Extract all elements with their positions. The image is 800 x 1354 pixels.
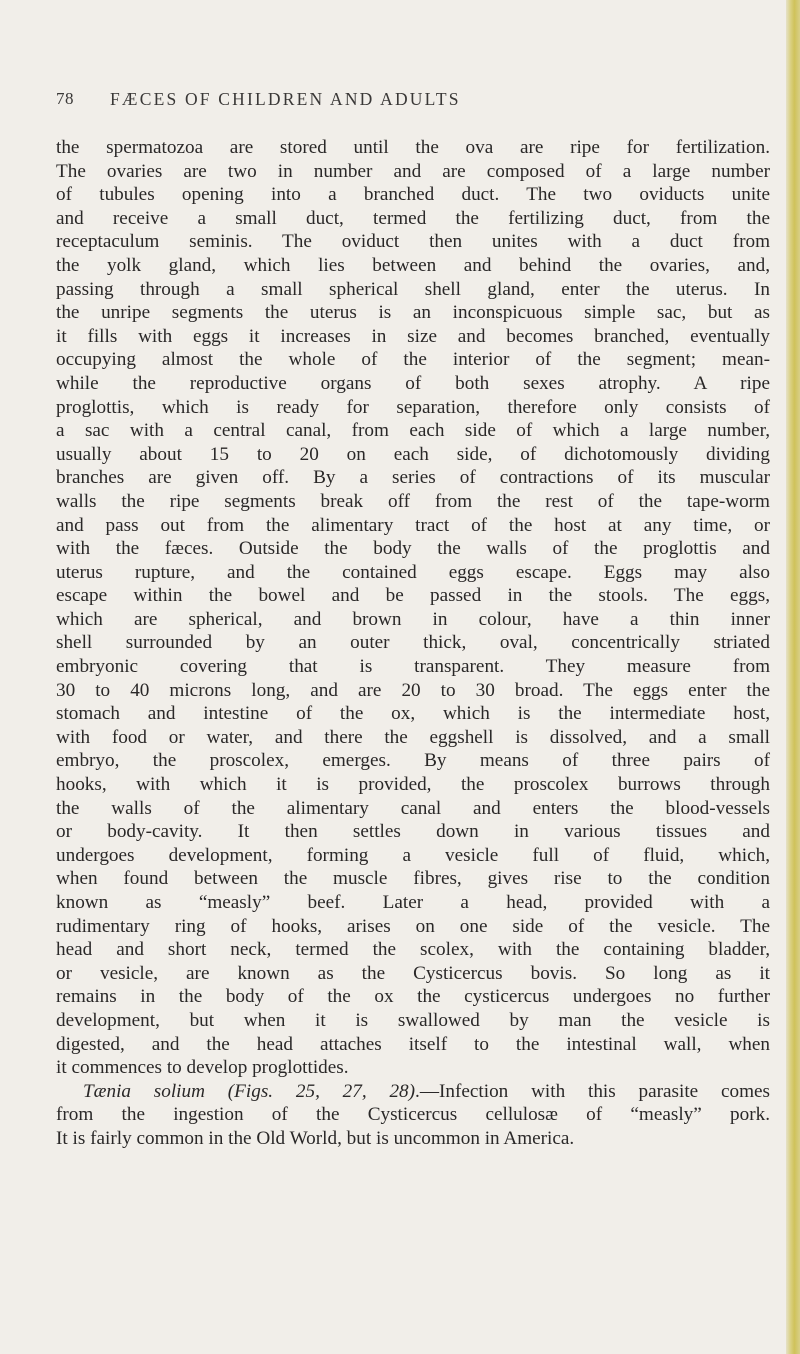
text-line: proglottis, which is ready for separation, therefore only consists of [56,396,770,418]
text-line: known as “measly” beef. Later a head, provided with a [56,892,770,913]
text-line: or vesicle, are known as the Cysticercus bovis. So long as it [56,962,770,984]
text-line: it fills with eggs it increases in size and becomes branched, eventually [56,325,770,347]
text-line: stomach and intestine of the ox, which is the intermediate host, [56,703,770,725]
text-line: and pass out from the alimentary tract of the host at any time, or [56,514,770,536]
text-line: 30 to 40 microns long, and are 20 to 30 broad. The eggs enter the [56,679,770,701]
text-line: uterus rupture, and the contained eggs escape. Eggs may also [56,561,770,583]
text-line: branches are given off. By a series of contractions of its muscular [56,467,770,489]
text-line: while the reproductive organs of both sexes atrophy. A ripe [56,372,770,394]
text-line: development, but when it is swallowed by man the vesicle is [56,1009,770,1031]
figure-reference: (Figs. 25, 27, 28) [227,1080,416,1102]
text-line: digested, and the head attaches itself to the intestinal wall, when [56,1033,770,1055]
text-line: embryonic covering that is transparent. They measure from [56,656,770,678]
text-line: hooks, with which it is provided, the proscolex burrows through [56,774,770,796]
text-line: from the ingestion of the Cysticercus cellulosæ of “measly” pork. [56,1104,770,1126]
text-line: head and short neck, termed the scolex, with the containing bladder, [56,939,770,961]
text-line: the unripe segments the uterus is an inconspicuous simple sac, but as [56,302,770,324]
text-line: occupying almost the whole of the interior of the segment; mean- [56,349,770,371]
text-line: and receive a small duct, termed the fertilizing duct, from the [56,207,770,229]
text-line: rudimentary ring of hooks, arises on one side of the vesicle. The [56,915,770,937]
text-line: shell surrounded by an outer thick, oval, concentrically striated [56,632,770,654]
paragraph-cysticercus-bovis [56,136,770,1080]
text-line: with the fæces. Outside the body the walls of the proglottis and [56,538,770,560]
text-fragment: .—Infection with this parasite comes [415,1080,770,1102]
page-header [56,89,756,115]
text-line: usually about 15 to 20 on each side, of dichotomously dividing [56,443,770,465]
text-line: embryo, the proscolex, emerges. By means of three pairs of [56,750,770,772]
page-edge-decoration [786,0,800,1354]
text-line: The ovaries are two in number and are composed of a large number [56,160,770,182]
text-line: the walls of the alimentary canal and enters the blood-vessels [56,797,770,819]
text-line: walls the ripe segments break off from the rest of the tape-worm [56,490,770,512]
text-line [56,1080,770,1104]
text-line: undergoes development, forming a vesicle full of fluid, which, [56,844,770,866]
paragraph-taenia-solium [56,1080,770,1151]
text-line: when found between the muscle fibres, gives rise to the condition [56,868,770,890]
text-line: It is fairly common in the Old World, but is uncommon in America. [56,1127,575,1149]
text-line: the spermatozoa are stored until the ova are ripe for fertilization. [56,137,770,158]
text-line: passing through a small spherical shell gland, enter the uterus. In [56,278,770,300]
text-line: it commences to develop proglottides. [56,1057,349,1079]
running-head: FÆCES OF CHILDREN AND ADULTS [110,89,461,109]
text-line: which are spherical, and brown in colour, have a thin inner [56,608,770,630]
species-name: Tænia solium [83,1080,205,1102]
body-text [56,136,770,1151]
page-number: 78 [56,89,74,108]
text-line: of tubules opening into a branched duct. The two oviducts unite [56,184,770,206]
text-line: escape within the bowel and be passed in the stools. The eggs, [56,585,770,607]
text-line: with food or water, and there the eggshell is dissolved, and a small [56,726,770,748]
text-line: or body-cavity. It then settles down in various tissues and [56,821,770,843]
text-line: remains in the body of the ox the cysticercus undergoes no further [56,986,770,1008]
text-line: the yolk gland, which lies between and behind the ovaries, and, [56,254,770,276]
text-line: receptaculum seminis. The oviduct then unites with a duct from [56,231,770,253]
text-line: a sac with a central canal, from each side of which a large number, [56,420,770,442]
